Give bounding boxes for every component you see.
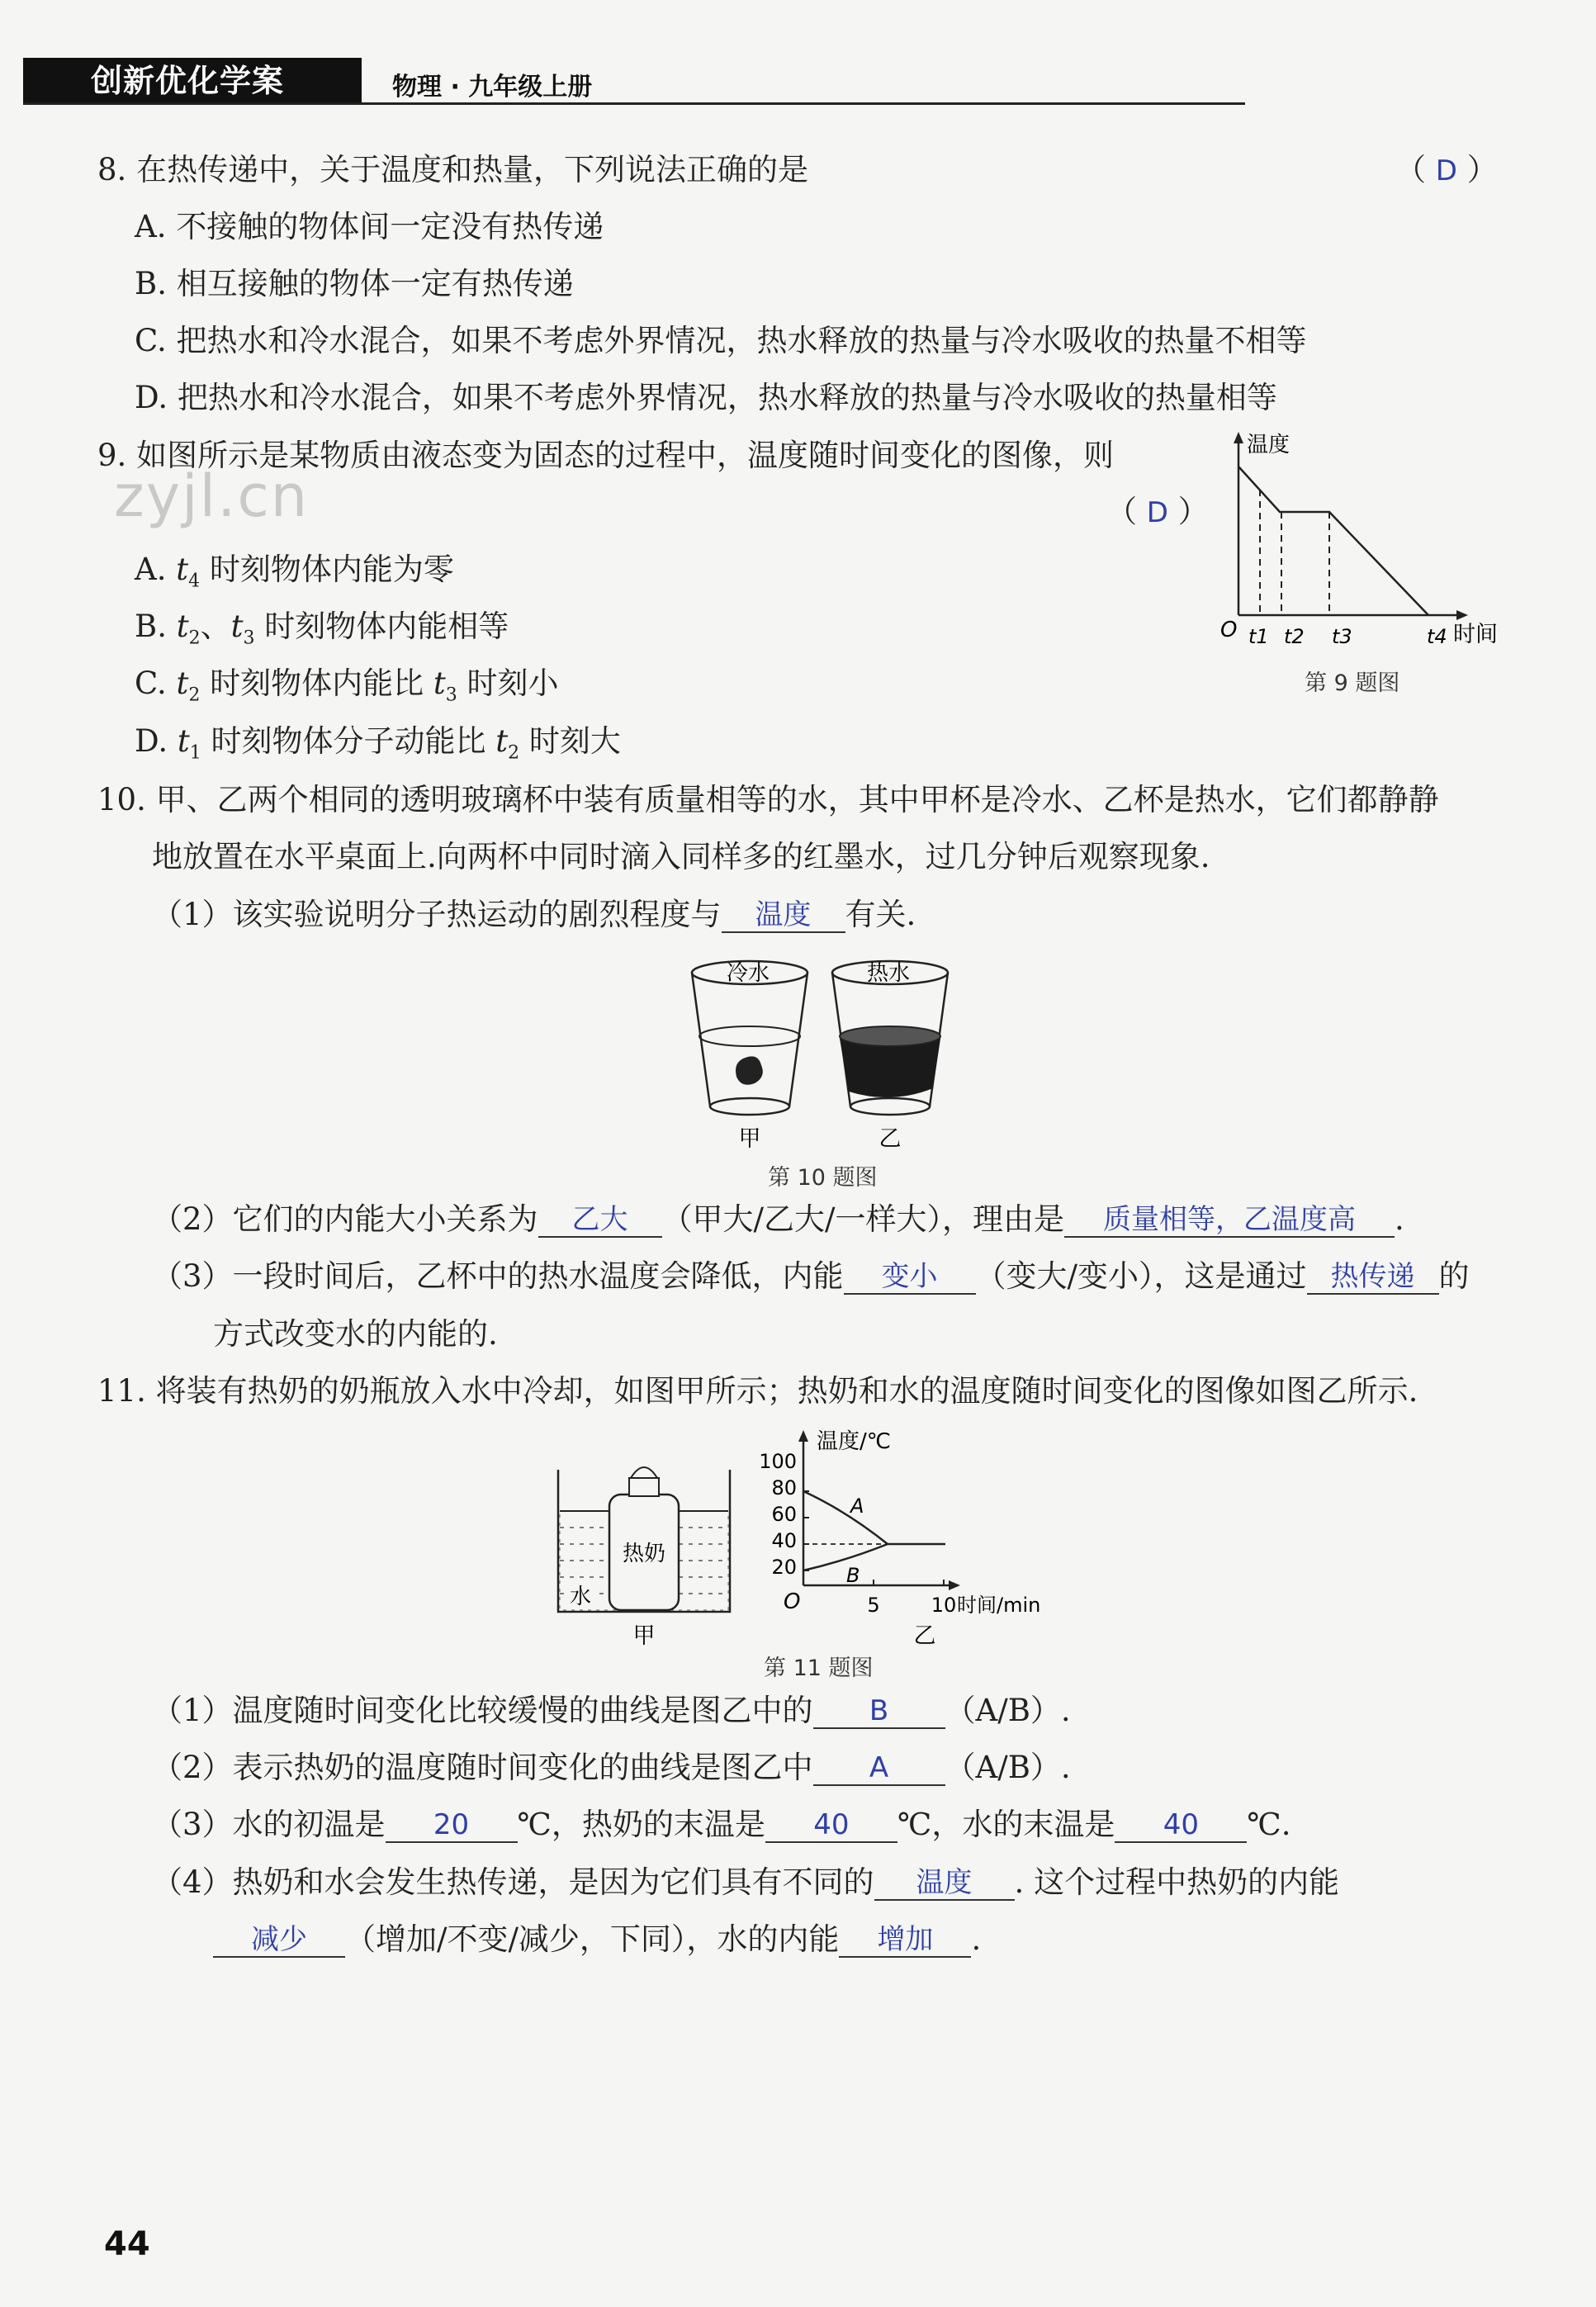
- q10-part3-answer2: 热传递: [1330, 1260, 1415, 1293]
- q11-water-label: 水: [569, 1585, 592, 1609]
- q10-label-right: 乙: [879, 1126, 902, 1152]
- q8-stem: 8. 在热传递中，关于温度和热量，下列说法正确的是: [97, 152, 809, 187]
- q10-part3-answer1: 变小: [881, 1260, 938, 1293]
- q9-option-d: D. $t_1$ 时刻物体分子动能比 $t_2$ 时刻大: [135, 723, 621, 764]
- q11-figure-right: [747, 1420, 1111, 1660]
- q10-ink-drop-left: [736, 1056, 763, 1084]
- q10-ink-spread-right: [840, 1039, 940, 1097]
- header-rule: [23, 102, 1245, 105]
- q10-part1: （1）该实验说明分子热运动的剧烈程度与 温度 有关.: [152, 897, 916, 932]
- q8-option-c: C. 把热水和冷水混合，如果不考虑外界情况，热水释放的热量与冷水吸收的热量不相等: [135, 323, 1307, 358]
- q11-part4-answer1: 温度: [916, 1866, 973, 1899]
- q11-part3-answer2: 40: [813, 1808, 850, 1841]
- q9-ylabel: 温度: [1247, 433, 1291, 457]
- q11-part4-line2: 减少 （增加/不变/减少，下同），水的内能 增加 .: [213, 1921, 981, 1958]
- q11-ytick-80: 80: [771, 1476, 797, 1499]
- q11-part2: （2）表示热奶的温度随时间变化的曲线是图乙中 A （A/B）.: [152, 1750, 1071, 1785]
- q9-tick-t4: t4: [1427, 625, 1447, 648]
- q11-ytick-40: 40: [771, 1529, 797, 1552]
- q9-xlabel: 时间: [1453, 622, 1498, 647]
- q8-answer: D: [1435, 154, 1457, 187]
- q11-ytick-60: 60: [771, 1503, 797, 1526]
- watermark: zyjl.cn: [114, 462, 310, 530]
- q11-part4: （4）热奶和水会发生热传递，是因为它们具有不同的 温度 . 这个过程中热奶的内能: [152, 1864, 1340, 1900]
- q11-part4-answer2: 减少: [251, 1923, 307, 1956]
- q11-bottle-nipple-icon: [631, 1467, 657, 1478]
- q11-ytick-100: 100: [759, 1450, 797, 1473]
- q11-part1-answer: B: [869, 1694, 889, 1727]
- q11-stem: 11. 将装有热奶的奶瓶放入水中冷却，如图甲所示；热奶和水的温度随时间变化的图像如图乙所示.: [97, 1373, 1418, 1409]
- q9-x-arrow-icon: [1456, 610, 1468, 620]
- q10-figure: [685, 950, 958, 1156]
- q11-ylabel: 温度/℃: [817, 1429, 891, 1454]
- q9-tick-t3: t3: [1332, 625, 1352, 648]
- q8-answer-bracket: （ D ）: [1395, 152, 1498, 187]
- q11-xtick-5: 5: [867, 1594, 880, 1617]
- q11-x-arrow-icon: [949, 1580, 960, 1590]
- q11-part4-answer3: 增加: [877, 1923, 934, 1956]
- q11-figure-left: [553, 1453, 735, 1651]
- q9-caption: 第 9 题图: [1305, 670, 1400, 696]
- q11-ytick-20: 20: [771, 1556, 797, 1579]
- q10-label-left: 甲: [738, 1126, 761, 1152]
- q9-option-a: A. $t_4$ 时刻物体内能为零: [135, 552, 454, 592]
- header-logo: 创新优化学案: [91, 63, 285, 99]
- q9-stem: 9. 如图所示是某物质由液态变为固态的过程中，温度随时间变化的图像，则: [97, 438, 1115, 473]
- q11-label-left: 甲: [632, 1623, 656, 1649]
- q9-answer-bracket: （ D ）: [1106, 494, 1209, 529]
- q11-part1: （1）温度随时间变化比较缓慢的曲线是图乙中的 B （A/B）.: [152, 1693, 1071, 1728]
- q9-tick-t1: t1: [1248, 625, 1269, 648]
- q11-xtick-10: 10: [931, 1594, 957, 1617]
- q10-stem-line2: 地放置在水平桌面上.向两杯中同时滴入同样多的红墨水，过几分钟后观察现象.: [152, 839, 1210, 874]
- q11-part2-answer: A: [869, 1751, 889, 1784]
- q8-option-b: B. 相互接触的物体一定有热传递: [135, 266, 574, 301]
- q9-curve: [1238, 467, 1428, 615]
- q11-y-arrow-icon: [798, 1430, 808, 1442]
- q11-origin: O: [784, 1589, 801, 1614]
- q11-xlabel: 时间/min: [957, 1594, 1041, 1617]
- header-subject: 物理 · 九年级上册: [392, 73, 593, 102]
- q10-stem-line1: 10. 甲、乙两个相同的透明玻璃杯中装有质量相等的水，其中甲杯是冷水、乙杯是热水，它们都静静: [97, 782, 1439, 817]
- q11-label-right: 乙: [913, 1623, 936, 1649]
- q11-part3-answer1: 20: [433, 1808, 470, 1841]
- page-number: 44: [104, 2225, 150, 2263]
- q11-part3: （3）水的初温是 20 ℃，热奶的末温是 40 ℃，水的末温是 40 ℃.: [152, 1807, 1291, 1842]
- q10-part1-answer: 温度: [755, 898, 812, 931]
- q10-part3: （3）一段时间后，乙杯中的热水温度会降低，内能 变小 （变大/变小），这是通过 热传递 的: [152, 1258, 1470, 1294]
- q11-bottle-label: 热奶: [622, 1542, 666, 1566]
- q10-part2-answer2: 质量相等，乙温度高: [1102, 1203, 1356, 1236]
- q11-curve-a-label: A: [850, 1495, 864, 1518]
- q11-caption: 第 11 题图: [764, 1656, 874, 1681]
- q10-part2-answer1: 乙大: [571, 1203, 628, 1236]
- q11-curve-b: [803, 1544, 888, 1570]
- q9-tick-t2: t2: [1284, 625, 1305, 648]
- q10-part2: （2）它们的内能大小关系为 乙大 （甲大/乙大/一样大），理由是 质量相等，乙温度高 .: [152, 1201, 1404, 1237]
- q11-curve-a: [803, 1491, 945, 1544]
- q8-option-a: A. 不接触的物体间一定没有热传递: [135, 209, 604, 244]
- q11-curve-b-label: B: [846, 1564, 860, 1587]
- q10-caption: 第 10 题图: [768, 1165, 878, 1191]
- q9-answer: D: [1146, 496, 1168, 529]
- q9-option-c: C. $t_2$ 时刻物体内能比 $t_3$ 时刻小: [135, 666, 559, 706]
- q9-figure: [1214, 425, 1511, 689]
- q9-origin: O: [1220, 618, 1238, 642]
- q11-part3-answer3: 40: [1163, 1808, 1199, 1841]
- q10-cup-left-label: 冷水: [727, 961, 770, 986]
- q8-option-d: D. 把热水和冷水混合，如果不考虑外界情况，热水释放的热量与冷水吸收的热量相等: [135, 380, 1277, 415]
- q9-option-b: B. $t_2$、$t_3$ 时刻物体内能相等: [135, 609, 509, 649]
- q10-part3-line2: 方式改变水的内能的.: [213, 1316, 498, 1352]
- q9-y-arrow-icon: [1234, 432, 1243, 443]
- q10-cup-right-label: 热水: [867, 961, 911, 986]
